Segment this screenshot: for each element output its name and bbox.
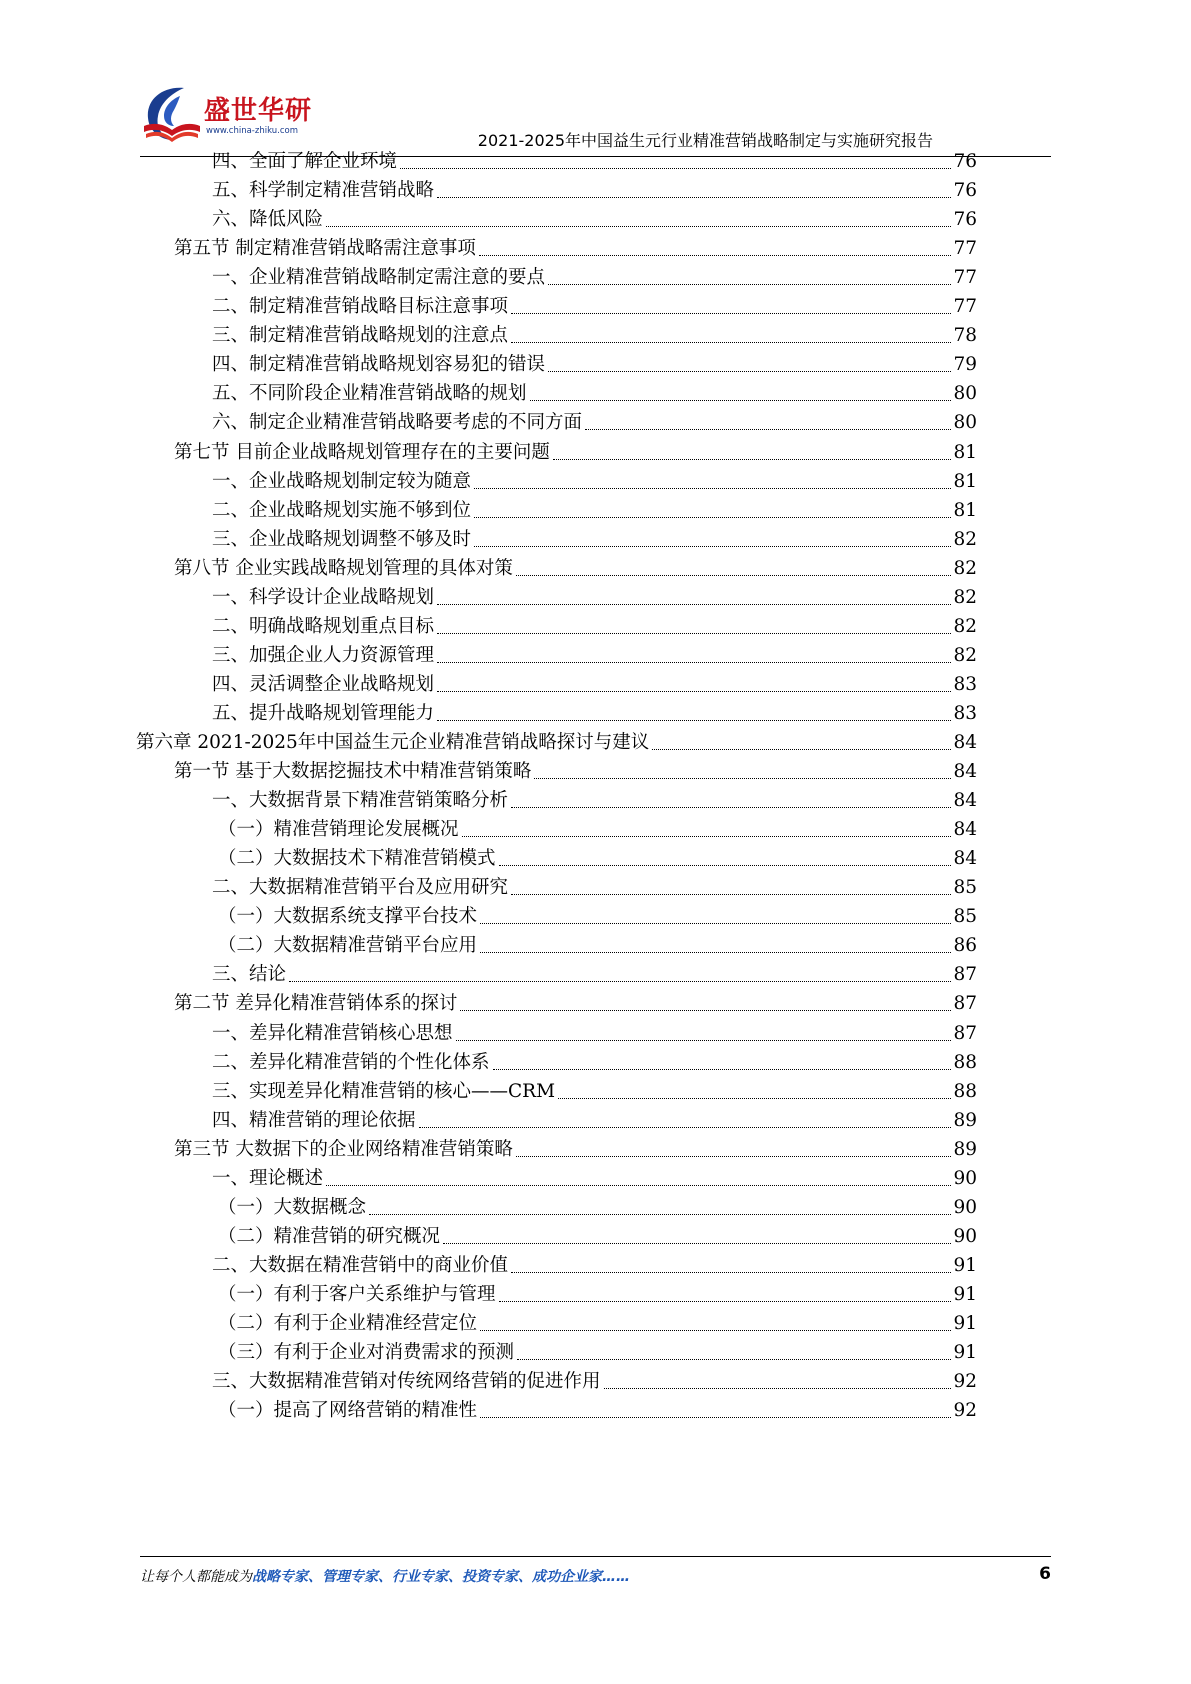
toc-entry-label: 一、企业精准营销战略制定需注意的要点 (212, 267, 546, 289)
toc-entry[interactable] (212, 641, 977, 671)
toc-entry-page: 76 (953, 180, 977, 202)
toc-entry[interactable] (212, 1106, 977, 1136)
toc-dot-leader (493, 1069, 952, 1070)
toc-entry[interactable] (212, 379, 977, 409)
toc-entry[interactable] (218, 902, 977, 932)
toc-entry-page: 91 (953, 1313, 977, 1334)
toc-entry-label: 第三节 大数据下的企业网络精准营销策略 (174, 1138, 513, 1160)
toc-entry-page: 81 (953, 499, 977, 521)
toc-entry[interactable] (212, 263, 977, 293)
toc-entry-label: 五、科学制定精准营销战略 (212, 180, 435, 202)
toc-entry[interactable] (218, 1280, 977, 1310)
toc-entry-page: 91 (953, 1254, 977, 1276)
toc-entry-label: （一）有利于客户关系维护与管理 (218, 1283, 496, 1305)
toc-dot-leader (480, 923, 951, 924)
toc-entry[interactable] (218, 931, 977, 961)
toc-entry-page: 76 (953, 209, 977, 231)
toc-entry-label: 四、全面了解企业环境 (212, 151, 398, 172)
toc-entry-page: 77 (953, 267, 977, 289)
toc-entry-page: 88 (953, 1051, 977, 1073)
toc-dot-leader (400, 168, 951, 169)
toc-entry-label: （一）大数据概念 (218, 1196, 367, 1218)
toc-entry-page: 82 (953, 644, 977, 666)
toc-dot-leader (553, 459, 952, 460)
toc-entry[interactable] (212, 873, 977, 903)
toc-dot-leader (437, 691, 951, 692)
toc-entry[interactable] (212, 176, 977, 206)
toc-dot-leader (479, 255, 952, 256)
toc-entry[interactable] (212, 408, 977, 438)
toc-entry[interactable] (218, 1338, 977, 1368)
toc-entry-label: 一、大数据背景下精准营销策略分析 (212, 790, 509, 812)
toc-entry-page: 84 (953, 790, 977, 812)
toc-dot-leader (480, 952, 951, 953)
logo-url: www.china-zhiku.com (206, 126, 298, 136)
toc-entry[interactable] (212, 960, 977, 990)
toc-dot-leader (437, 633, 951, 634)
toc-entry-page: 86 (953, 935, 977, 957)
toc-dot-leader (480, 1330, 951, 1331)
toc-entry-page: 82 (953, 586, 977, 608)
toc-entry[interactable] (174, 234, 977, 264)
toc-entry[interactable] (212, 467, 977, 497)
toc-dot-leader (516, 575, 952, 576)
toc-entry[interactable] (212, 583, 977, 613)
toc-entry[interactable] (212, 1251, 977, 1281)
toc-entry-label: 第七节 目前企业战略规划管理存在的主要问题 (174, 441, 550, 463)
toc-entry-label: 二、明确战略规划重点目标 (212, 615, 435, 637)
toc-dot-leader (499, 1301, 952, 1302)
toc-entry[interactable] (174, 757, 977, 787)
toc-dot-leader (437, 720, 951, 721)
toc-entry[interactable] (218, 1309, 977, 1339)
toc-entry-page: 87 (953, 993, 977, 1015)
report-title: 2021-2025年中国益生元行业精准营销战略制定与实施研究报告 (477, 131, 933, 150)
toc-dot-leader (437, 197, 951, 198)
toc-entry-page: 84 (953, 819, 977, 841)
toc-dot-leader (585, 429, 951, 430)
toc-entry-page: 83 (953, 673, 977, 695)
toc-entry-page: 87 (953, 1022, 977, 1044)
toc-entry-label: 三、实现差异化精准营销的核心——CRM (212, 1080, 556, 1102)
toc-entry-label: 第八节 企业实践战略规划管理的具体对策 (174, 557, 513, 579)
toc-entry-page: 79 (953, 354, 977, 376)
toc-entry-label: 三、大数据精准营销对传统网络营销的促进作用 (212, 1371, 601, 1393)
toc-entry-label: 一、科学设计企业战略规划 (212, 586, 435, 608)
toc-entry-label: 五、提升战略规划管理能力 (212, 702, 435, 724)
toc-dot-leader (456, 1040, 952, 1041)
toc-dot-leader (604, 1388, 952, 1389)
company-logo (140, 82, 313, 148)
toc-entry-page: 77 (953, 238, 977, 260)
toc-entry[interactable] (212, 147, 977, 177)
toc-entry[interactable] (218, 1396, 977, 1426)
toc-entry-page: 92 (953, 1371, 977, 1393)
toc-entry-label: 三、加强企业人力资源管理 (212, 644, 435, 666)
toc-dot-leader (474, 546, 951, 547)
toc-dot-leader (517, 1359, 951, 1360)
toc-entry-label: 四、灵活调整企业战略规划 (212, 673, 435, 695)
footer-slogan-highlight: 战略专家、管理专家、行业专家、投资专家、成功企业家…… (252, 1569, 630, 1585)
toc-entry[interactable] (174, 438, 977, 468)
toc-entry-page: 82 (953, 528, 977, 550)
toc-entry[interactable] (212, 699, 977, 729)
toc-entry[interactable] (218, 1193, 977, 1223)
toc-entry-page: 90 (953, 1225, 977, 1247)
toc-entry[interactable] (174, 1135, 977, 1165)
toc-entry-label: 五、不同阶段企业精准营销战略的规划 (212, 383, 527, 405)
toc-entry[interactable] (218, 1222, 977, 1252)
toc-entry-page: 81 (953, 470, 977, 492)
toc-entry-label: 第五节 制定精准营销战略需注意事项 (174, 238, 476, 260)
toc-dot-leader (548, 284, 951, 285)
toc-dot-leader (326, 226, 951, 227)
toc-entry-label: 一、差异化精准营销核心思想 (212, 1022, 453, 1044)
logo-emblem-icon (140, 82, 204, 148)
footer-divider (140, 1556, 1051, 1557)
toc-entry-page: 84 (953, 732, 977, 753)
toc-dot-leader (474, 517, 951, 518)
toc-entry-label: 六、制定企业精准营销战略要考虑的不同方面 (212, 412, 583, 434)
toc-entry-page: 87 (953, 964, 977, 986)
logo-name: 盛世华研 (204, 96, 313, 126)
toc-entry-page: 91 (953, 1342, 977, 1364)
toc-entry-label: 二、企业战略规划实施不够到位 (212, 499, 472, 521)
toc-entry-label: 二、大数据精准营销平台及应用研究 (212, 877, 509, 899)
toc-entry-page: 88 (953, 1080, 977, 1102)
toc-dot-leader (369, 1214, 951, 1215)
toc-entry-label: （一）精准营销理论发展概况 (218, 819, 459, 841)
toc-dot-leader (499, 865, 952, 866)
toc-dot-leader (437, 604, 951, 605)
toc-entry-label: 六、降低风险 (212, 209, 324, 231)
toc-dot-leader (548, 371, 951, 372)
toc-entry-page: 77 (953, 296, 977, 318)
toc-entry[interactable] (212, 292, 977, 322)
toc-entry[interactable] (212, 1367, 977, 1397)
toc-entry-label: 三、制定精准营销战略规划的注意点 (212, 325, 509, 347)
page-number: 6 (1039, 1564, 1051, 1584)
toc-entry-label: 第二节 差异化精准营销体系的探讨 (174, 993, 458, 1015)
toc-entry-page: 91 (953, 1283, 977, 1305)
toc-entry[interactable] (174, 554, 977, 584)
toc-entry[interactable] (212, 205, 977, 235)
toc-entry[interactable] (218, 815, 977, 845)
toc-dot-leader (511, 807, 951, 808)
toc-dot-leader (474, 488, 951, 489)
footer-slogan-lead: 让每个人都能成为 (140, 1569, 252, 1585)
toc-dot-leader (511, 313, 951, 314)
toc-entry[interactable] (212, 321, 977, 351)
toc-dot-leader (511, 1272, 951, 1273)
toc-entry-label: 三、结论 (212, 964, 287, 986)
toc-entry-page: 85 (953, 906, 977, 928)
toc-entry-label: 四、制定精准营销战略规划容易犯的错误 (212, 354, 546, 376)
page-header (0, 0, 1191, 160)
toc-entry-label: 三、企业战略规划调整不够及时 (212, 528, 472, 550)
toc-entry-label: （二）大数据精准营销平台应用 (218, 935, 478, 957)
toc-entry-label: 第一节 基于大数据挖掘技术中精准营销策略 (174, 761, 532, 783)
toc-dot-leader (289, 981, 951, 982)
toc-entry-label: 第六章 2021-2025年中国益生元企业精准营销战略探讨与建议 (136, 732, 650, 753)
toc-dot-leader (534, 778, 951, 779)
toc-entry-page: 89 (953, 1138, 977, 1160)
toc-dot-leader (443, 1243, 951, 1244)
toc-entry-label: 二、差异化精准营销的个性化体系 (212, 1051, 490, 1073)
toc-entry-page: 80 (953, 383, 977, 405)
toc-dot-leader (460, 1010, 951, 1011)
toc-dot-leader (326, 1185, 951, 1186)
toc-entry-page: 84 (953, 848, 977, 870)
toc-entry[interactable] (212, 612, 977, 642)
toc-entry-page: 81 (953, 441, 977, 463)
toc-dot-leader (419, 1127, 952, 1128)
toc-entry-label: （一）大数据系统支撑平台技术 (218, 906, 478, 928)
toc-dot-leader (511, 342, 951, 343)
toc-entry-page: 82 (953, 615, 977, 637)
toc-entry-label: 二、大数据在精准营销中的商业价值 (212, 1254, 509, 1276)
toc-dot-leader (437, 662, 951, 663)
toc-entry-label: 一、理论概述 (212, 1167, 324, 1189)
toc-dot-leader (652, 749, 951, 750)
toc-entry-page: 76 (953, 151, 977, 172)
toc-entry[interactable] (212, 1019, 977, 1049)
toc-entry-page: 82 (953, 557, 977, 579)
toc-entry-label: （二）大数据技术下精准营销模式 (218, 848, 496, 870)
toc-entry[interactable] (212, 350, 977, 380)
toc-entry-page: 85 (953, 877, 977, 899)
toc-entry-page: 80 (953, 412, 977, 434)
toc-entry-label: （一）提高了网络营销的精准性 (218, 1400, 478, 1422)
toc-entry-page: 89 (953, 1109, 977, 1131)
toc-entry-label: （二）有利于企业精准经营定位 (218, 1313, 478, 1334)
toc-entry-label: （二）精准营销的研究概况 (218, 1225, 441, 1247)
toc-entry[interactable] (212, 1077, 977, 1107)
toc-entry[interactable] (218, 844, 977, 874)
toc-entry-label: 一、企业战略规划制定较为随意 (212, 470, 472, 492)
toc-entry[interactable] (212, 786, 977, 816)
toc-entry[interactable] (212, 496, 977, 526)
toc-entry-page: 83 (953, 702, 977, 724)
toc-entry[interactable] (212, 525, 977, 555)
toc-entry[interactable] (174, 989, 977, 1019)
toc-entry-label: 二、制定精准营销战略目标注意事项 (212, 296, 509, 318)
toc-dot-leader (530, 400, 952, 401)
toc-dot-leader (558, 1098, 951, 1099)
toc-entry-page: 84 (953, 761, 977, 783)
toc-entry-page: 90 (953, 1196, 977, 1218)
toc-entry-page: 92 (953, 1400, 977, 1422)
toc-entry[interactable] (212, 1164, 977, 1194)
toc-entry-label: 四、精准营销的理论依据 (212, 1109, 416, 1131)
toc-entry-page: 90 (953, 1167, 977, 1189)
toc-dot-leader (516, 1156, 952, 1157)
toc-entry-label: （三）有利于企业对消费需求的预测 (218, 1342, 515, 1364)
footer-slogan (140, 1566, 630, 1586)
toc-dot-leader (511, 894, 951, 895)
toc-entry-page: 78 (953, 325, 977, 347)
toc-dot-leader (462, 836, 952, 837)
toc-entry[interactable] (212, 1048, 977, 1078)
toc-entry[interactable] (136, 728, 977, 758)
toc-dot-leader (480, 1417, 951, 1418)
toc-entry[interactable] (212, 670, 977, 700)
